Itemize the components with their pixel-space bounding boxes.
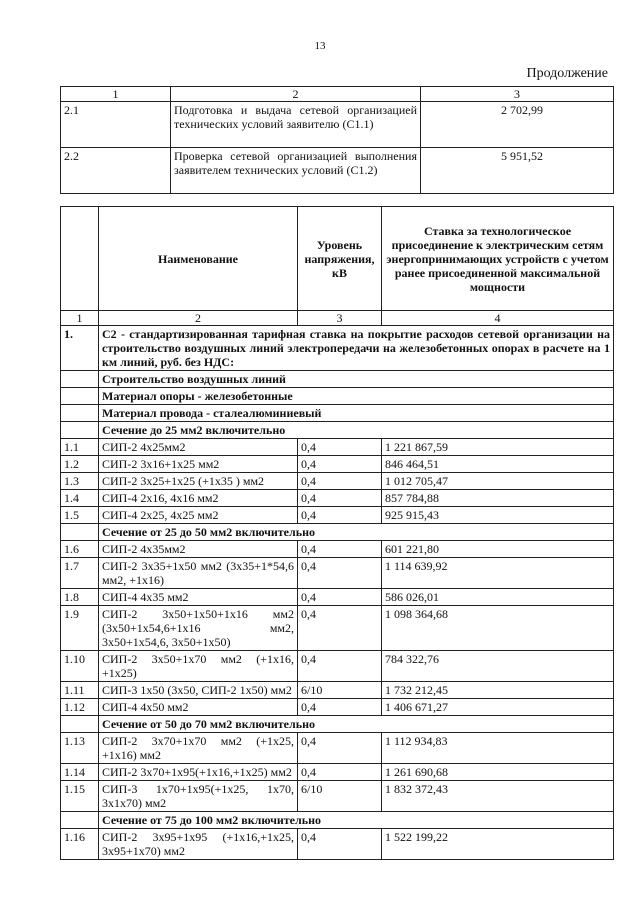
header-name: Наименование [99,207,298,311]
upper-table [60,86,614,194]
row-text: Проверка сетевой организацией выполнения заявителем технических условий (C1.2) [171,148,421,194]
section-title: C2 - стандартизированная тарифная ставка на покрытие расходов сетевой организации на строительство воздушных линий электропередачи на железобетонных опорах в расчете на 1 км линий, руб. без НДС: [99,326,614,371]
row-number: 1.13 [61,733,99,764]
row-rate: 1 221 867,59 [382,439,614,456]
row-number: 1.14 [61,764,99,781]
subheader-row [61,422,614,439]
subheader-row [61,388,614,405]
row-name: СИП-2 3х50+1х50+1х16 мм2 (3х50+1х54,6+1х16 мм2, 3х50+1х54,6, 3х50+1х50) [99,606,298,651]
row-number: 2.2 [61,148,171,194]
row-rate: 1 098 364,68 [382,606,614,651]
row-name: СИП-2 3х70+1х95(+1х16,+1х25) мм2 [99,764,298,781]
table-row [61,558,614,589]
row-number: 1.16 [61,829,99,860]
row-name: СИП-2 3х70+1х70 мм2 (+1х25, +1х16) мм2 [99,733,298,764]
row-number: 1.3 [61,473,99,490]
row-rate: 1 732 212,45 [382,682,614,699]
column-number: 4 [382,311,614,326]
table-row [61,764,614,781]
row-rate: 857 784,88 [382,490,614,507]
row-value: 5 951,52 [421,148,614,194]
row-rate: 1 406 671,27 [382,699,614,716]
table-row [61,541,614,558]
row-name: СИП-2 3х25+1х25 (+1х35 ) мм2 [99,473,298,490]
row-number: 1.15 [61,781,99,812]
row-voltage: 6/10 [298,682,382,699]
row-number: 1.1 [61,439,99,456]
row-name: СИП-2 3х95+1х95 (+1х16,+1х25, 3х95+1х70) мм2 [99,829,298,860]
table-row [61,473,614,490]
row-name: СИП-3 1х70+1х95(+1х25, 1х70, 3х1х70) мм2 [99,781,298,812]
table-row [61,589,614,606]
row-number: 1.6 [61,541,99,558]
row-name: СИП-2 3х16+1х25 мм2 [99,456,298,473]
row-number: 2.1 [61,102,171,148]
row-text: Подготовка и выдача сетевой организацией технических условий заявителю (C1.1) [171,102,421,148]
column-number: 1 [61,87,171,102]
table-row [61,829,614,860]
row-voltage: 0,4 [298,439,382,456]
row-name: СИП-2 3х35+1х50 мм2 (3х35+1*54,6 мм2, +1х16) [99,558,298,589]
row-rate: 1 114 639,92 [382,558,614,589]
row-number: 1.10 [61,651,99,682]
subheader: Материал опоры - железобетонные [99,388,614,405]
table-row [61,439,614,456]
row-voltage: 0,4 [298,651,382,682]
table-row [61,651,614,682]
subheader-row [61,812,614,829]
row-number: 1.4 [61,490,99,507]
row-number: 1.2 [61,456,99,473]
table-row [61,682,614,699]
header-voltage: Уровень напряжения, кВ [298,207,382,311]
row-voltage: 0,4 [298,456,382,473]
row-rate: 1 522 199,22 [382,829,614,860]
row-voltage: 6/10 [298,781,382,812]
table-row [61,148,614,194]
table-row [61,507,614,524]
row-voltage: 0,4 [298,507,382,524]
row-rate: 846 464,51 [382,456,614,473]
row-voltage: 0,4 [298,558,382,589]
row-rate: 925 915,43 [382,507,614,524]
row-number: 1.12 [61,699,99,716]
section-row [61,326,614,371]
table-row [61,456,614,473]
row-rate: 586 026,01 [382,589,614,606]
column-number-row [61,311,614,326]
subheader: Материал провода - сталеалюминиевый [99,405,614,422]
row-number: 1.7 [61,558,99,589]
row-name: СИП-3 1х50 (3х50, СИП-2 1х50) мм2 [99,682,298,699]
row-name: СИП-2 3х50+1х70 мм2 (+1х16, +1х25) [99,651,298,682]
row-rate: 1 112 934,83 [382,733,614,764]
row-number: 1.9 [61,606,99,651]
column-number: 2 [171,87,421,102]
row-voltage: 0,4 [298,473,382,490]
row-value: 2 702,99 [421,102,614,148]
subheader-row [61,716,614,733]
table-row [61,490,614,507]
row-rate: 601 221,80 [382,541,614,558]
tariff-table [60,206,614,860]
row-rate: 784 322,76 [382,651,614,682]
section-number: 1. [61,326,99,371]
row-rate: 1 832 372,43 [382,781,614,812]
row-voltage: 0,4 [298,733,382,764]
column-number: 3 [298,311,382,326]
subheader-row [61,524,614,541]
subheader: Сечение от 25 до 50 мм2 включительно [99,524,614,541]
row-name: СИП-4 4х50 мм2 [99,699,298,716]
row-name: СИП-2 4х35мм2 [99,541,298,558]
column-number-row [61,87,614,102]
table-row [61,733,614,764]
table-row [61,102,614,148]
row-rate: 1 261 690,68 [382,764,614,781]
header-rate: Ставка за технологическое присоединение к электрическим сетям энергопринимающих устройств с учетом ранее присоединенной максимальной мощности [382,207,614,311]
table-row [61,606,614,651]
row-rate: 1 012 705,47 [382,473,614,490]
subheader: Сечение от 50 до 70 мм2 включительно [99,716,614,733]
row-voltage: 0,4 [298,589,382,606]
row-number: 1.5 [61,507,99,524]
row-voltage: 0,4 [298,541,382,558]
row-name: СИП-4 2х16, 4х16 мм2 [99,490,298,507]
row-name: СИП-2 4х25мм2 [99,439,298,456]
row-voltage: 0,4 [298,829,382,860]
column-number: 3 [421,87,614,102]
subheader: Сечение от 75 до 100 мм2 включительно [99,812,614,829]
row-voltage: 0,4 [298,606,382,651]
continuation-label: Продолжение [526,66,608,81]
row-voltage: 0,4 [298,490,382,507]
row-number: 1.8 [61,589,99,606]
row-voltage: 0,4 [298,699,382,716]
row-name: СИП-4 4х35 мм2 [99,589,298,606]
subheader: Сечение до 25 мм2 включительно [99,422,614,439]
row-number: 1.11 [61,682,99,699]
subheader-row [61,405,614,422]
header-blank [61,207,99,311]
table-row [61,699,614,716]
subheader: Строительство воздушных линий [99,371,614,388]
column-number: 2 [99,311,298,326]
subheader-row [61,371,614,388]
row-voltage: 0,4 [298,764,382,781]
row-name: СИП-4 2х25, 4х25 мм2 [99,507,298,524]
table-row [61,781,614,812]
column-number: 1 [61,311,99,326]
header-row [61,207,614,311]
page-number: 13 [314,40,326,52]
